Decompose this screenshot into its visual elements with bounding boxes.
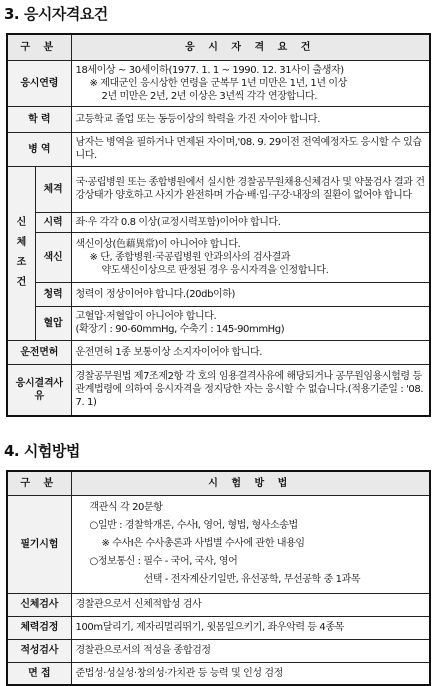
vision-text: 좌·우 각각 0.8 이상(교정시력포함)이어야 합니다. bbox=[71, 212, 430, 232]
table-row bbox=[7, 616, 430, 639]
header-requirements: 응 시 자 격 요 건 bbox=[71, 34, 430, 60]
color-vision-line2: ※ 단, 종합병원·국공립병원 안과의사의 검사결과 bbox=[89, 251, 291, 263]
table-row bbox=[7, 639, 430, 662]
military-text: 남자는 병역을 필하거나 면제된 자이며,'08. 9. 29이전 전역예정자도 응시할 수 있습니다. bbox=[71, 132, 430, 166]
table-row bbox=[7, 282, 430, 306]
age-cell bbox=[71, 60, 430, 106]
hearing-text: 청력이 정상이어야 합니다.(20db이하) bbox=[71, 282, 430, 306]
table-row bbox=[7, 132, 430, 166]
vision-label: 시력 bbox=[35, 212, 71, 232]
header-category: 구 분 bbox=[7, 34, 71, 60]
body-condition-label-text: 신 체 조 건 bbox=[16, 217, 26, 288]
table-row bbox=[7, 60, 430, 106]
interview-label: 면 접 bbox=[7, 662, 71, 685]
eligibility-table bbox=[6, 33, 431, 417]
written-line1: 객관식 각 20문항 bbox=[89, 502, 163, 513]
physical-exam-text: 경찰관으로서 신체적합성 검사 bbox=[71, 593, 430, 616]
written-line5: 선택 - 전자계산기일반, 유선공학, 무선공학 중 1과목 bbox=[143, 574, 361, 585]
license-label: 운전면허 bbox=[7, 340, 71, 364]
color-vision-label: 색신 bbox=[35, 232, 71, 282]
section4-title: 4. 시험방법 bbox=[4, 442, 80, 460]
table-row bbox=[7, 212, 430, 232]
aptitude-test-text: 경찰관으로서의 적성을 종합검정 bbox=[71, 639, 430, 662]
table-row bbox=[7, 166, 430, 212]
interview-text: 준법성·성실성·창의성·가치관 등 능력 및 인성 검정 bbox=[71, 662, 430, 685]
table-header-row bbox=[7, 34, 430, 60]
license-text: 운전면허 1종 보통이상 소지자이어야 합니다. bbox=[71, 340, 430, 364]
pressure-label: 혈압 bbox=[35, 306, 71, 340]
color-vision-line3: 약도색신이상으로 판정된 경우 응시자격을 인정합니다. bbox=[101, 264, 329, 276]
pressure-line2: (확장기 : 90-60mmHg, 수축기 : 145-90mmHg) bbox=[75, 324, 285, 335]
table-row bbox=[7, 340, 430, 364]
disqualification-label: 응시결격사유 bbox=[7, 364, 71, 416]
disqualification-text: 경찰공무원법 제7조제2항 각 호의 임용결격사유에 해당되거나 공무원임용시험령 등 관계법령에 의하여 응시자격을 정지당한 자는 응시할 수 없습니다.(적용기준일 : '08. 7. 1) bbox=[71, 364, 430, 416]
body-condition-label bbox=[7, 166, 35, 340]
age-line2: ※ 제대군인 응시상한 연령을 군복무 1년 미만은 1년, 1년 이상 bbox=[89, 77, 347, 89]
hearing-label: 청력 bbox=[35, 282, 71, 306]
written-line2: ○일반 : 경찰학개론, 수사Ⅰ, 영어, 형법, 형사소송법 bbox=[89, 520, 298, 531]
fitness-test-label: 체력검정 bbox=[7, 616, 71, 639]
color-vision-line1: 색신이상(色藉異常)이 아니어야 합니다. bbox=[75, 238, 241, 250]
table-row bbox=[7, 364, 430, 416]
table-row bbox=[7, 232, 430, 282]
table-header-row bbox=[7, 471, 430, 495]
header-category: 구 분 bbox=[7, 471, 71, 495]
education-label: 학 력 bbox=[7, 106, 71, 132]
physique-label: 체격 bbox=[35, 166, 71, 212]
age-label: 응시연령 bbox=[7, 60, 71, 106]
fitness-test-text: 100m달리기, 제자리멀리뛰기, 윗몸일으키기, 좌우악력 등 4종목 bbox=[71, 616, 430, 639]
physique-text: 국·공립병원 또는 종합병원에서 실시한 경찰공무원채용신체검사 및 약물검사 결과 건강상태가 양호하고 사지가 완전하며 가슴·배·입·구강·내장의 질환이 없어야 합니다 bbox=[71, 166, 430, 212]
written-exam-label: 필기시험 bbox=[7, 495, 71, 593]
header-method: 시 험 방 법 bbox=[71, 471, 430, 495]
age-line3: 2년 미만은 2년, 2년 이상은 3년씩 각각 연장합니다. bbox=[101, 90, 318, 102]
military-label: 병 역 bbox=[7, 132, 71, 166]
exam-method-table bbox=[6, 470, 431, 686]
education-text: 고등학교 졸업 또는 동등이상의 학력을 가진 자이야 합니다. bbox=[71, 106, 430, 132]
pressure-cell bbox=[71, 306, 430, 340]
section3-title: 3. 응시자격요건 bbox=[4, 5, 108, 23]
aptitude-test-label: 적성검사 bbox=[7, 639, 71, 662]
pressure-line1: 고혈압·저혈압이 아니어야 합니다. bbox=[75, 311, 217, 322]
table-row bbox=[7, 306, 430, 340]
table-row bbox=[7, 495, 430, 593]
written-line4: ○정보통신 : 필수 - 국어, 국사, 영어 bbox=[89, 556, 238, 567]
color-vision-cell bbox=[71, 232, 430, 282]
table-row bbox=[7, 662, 430, 685]
table-row bbox=[7, 593, 430, 616]
written-exam-cell bbox=[71, 495, 430, 593]
written-line3: ※ 수사Ⅰ은 수사총론과 사법별 수사에 관한 내용임 bbox=[101, 538, 305, 549]
age-line1: 18세이상 ~ 30세이하(1977. 1. 1 ~ 1990. 12. 31사이 출생자) bbox=[75, 64, 344, 76]
physical-exam-label: 신체검사 bbox=[7, 593, 71, 616]
table-row bbox=[7, 106, 430, 132]
